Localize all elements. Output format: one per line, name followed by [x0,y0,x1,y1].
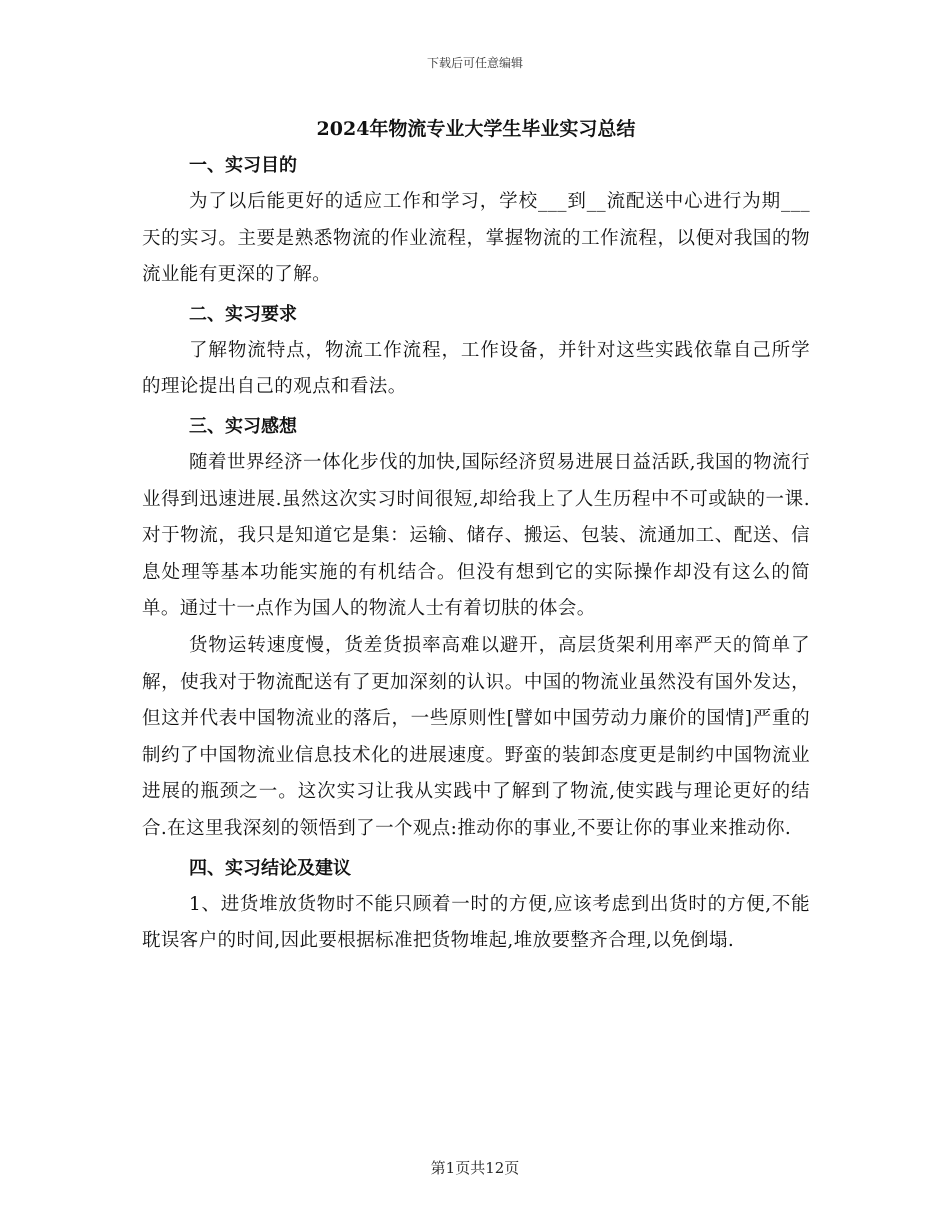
paragraph: 了解物流特点，物流工作流程，工作设备，并针对这些实践依靠自己所学的理论提出自己的观点和看法。 [142,339,810,398]
paragraph: 随着世界经济一体化步伐的加快,国际经济贸易进展日益活跃,我国的物流行业得到迅速进展.虽然这次实习时间很短,却给我上了人生历程中不可或缺的一课.对于物流，我只是知道它是集：运输、储存、搬运、包装、流通加工、配送、信息处理等基本功能实施的有机结合。但没有想到它的实际操作却没有这么的简单。通过十一点作为国人的物流人士有着切肤的体会。 [142,451,810,620]
document-body [142,112,810,960]
section-heading: 二、实习要求 [189,303,297,325]
section-heading: 四、实习结论及建议 [189,857,351,879]
section-heading: 三、实习感想 [189,415,297,437]
paragraph: 货物运转速度慢，货差货损率高难以避开，高层货架利用率严天的简单了解，使我对于物流配送有了更加深刻的认识。中国的物流业虽然没有国外发达，但这并代表中国物流业的落后，一些原则性[譬如中国劳动力廉价的国情]严重的制约了中国物流业信息技术化的进展速度。野蛮的装卸态度更是制约中国物流业进展的瓶颈之一。这次实习让我从实践中了解到了物流,使实践与理论更好的结合.在这里我深刻的领悟到了一个观点:推动你的事业,不要让你的事业来推动你. [142,634,810,839]
page-number: 第1页共12页 [430,1159,520,1177]
section-requirements [142,297,810,406]
document-title: 2024年物流专业大学生毕业实习总结 [316,118,636,140]
paragraph: 1、进货堆放货物时不能只顾着一时的方便,应该考虑到出货时的方便,不能耽误客户的时间,因此要根据标准把货物堆起,堆放要整齐合理,以免倒塌. [142,893,810,952]
section-heading: 一、实习目的 [189,155,297,176]
section-reflections [142,409,810,848]
paragraph: 为了以后能更好的适应工作和学习，学校___到__流配送中心进行为期___天的实习。主要是熟悉物流的作业流程，掌握物流的工作流程，以便对我国的物流业能有更深的了解。 [142,191,810,286]
header-note: 下载后可任意编辑 [426,56,523,70]
section-conclusions [142,851,810,960]
section-purpose [142,148,810,294]
